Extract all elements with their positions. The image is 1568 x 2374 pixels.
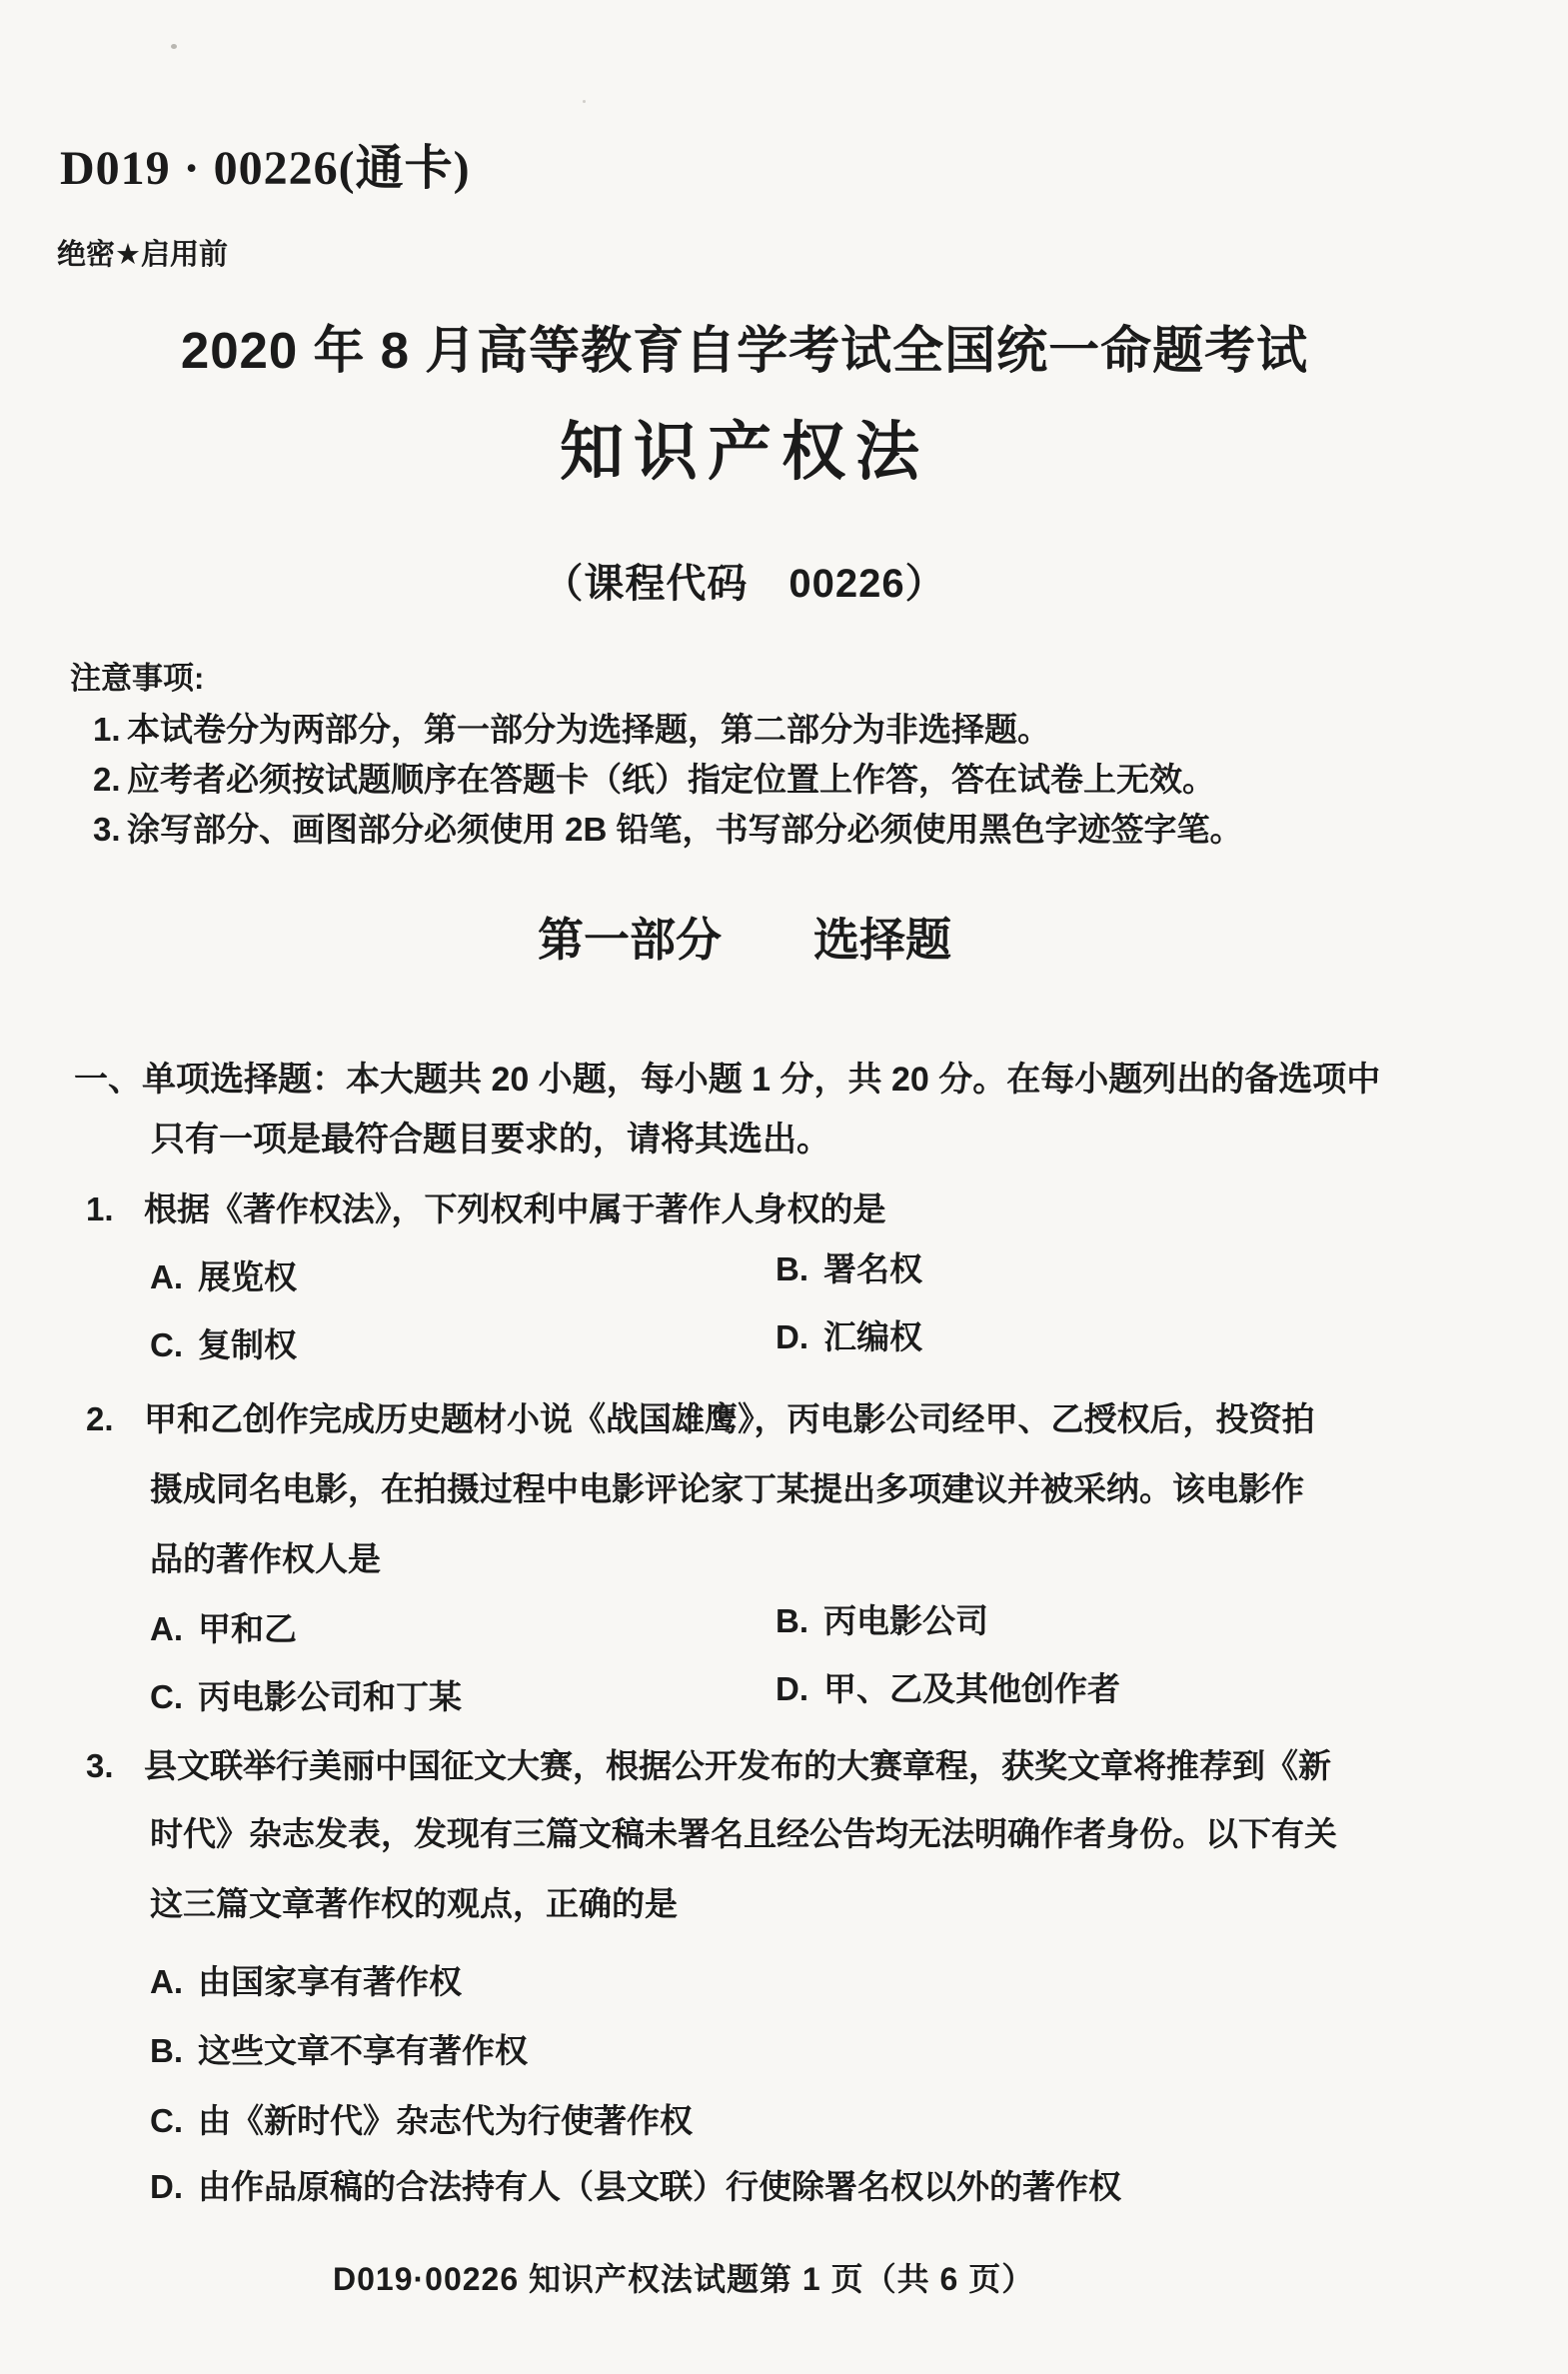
option-text: 丙电影公司和丁某 xyxy=(198,1678,462,1715)
question-stem-line: 摄成同名电影，在拍摄过程中电影评论家丁某提出多项建议并被采纳。该电影作 xyxy=(150,1470,1304,1507)
secrecy-label: 绝密★启用前 xyxy=(57,239,228,271)
option-b xyxy=(150,2030,528,2071)
question-2-options-row-2 xyxy=(150,1670,1529,1717)
subject-title: 知识产权法 xyxy=(560,416,929,488)
page-footer: D019·00226 知识产权法试题第 1 页（共 6 页） xyxy=(333,2261,1035,2297)
notice-number: 2. xyxy=(93,761,121,798)
exam-session-title: 2020 年 8 月高等教育自学考试全国统一命题考试 xyxy=(180,322,1309,379)
question-1-options-row-1 xyxy=(150,1250,1529,1297)
option-label: C. xyxy=(150,1678,183,1715)
question-1 xyxy=(86,1188,886,1229)
question-1-options-row-2 xyxy=(150,1318,1529,1365)
question-stem-line: 甲和乙创作完成历史题材小说《战国雄鹰》，丙电影公司经甲、乙授权后，投资拍 xyxy=(144,1400,1315,1437)
notice-text: 应考者必须按试题顺序在答题卡（纸）指定位置上作答，答在试卷上无效。 xyxy=(127,761,1215,798)
option-text: 由《新时代》杂志代为行使著作权 xyxy=(198,2102,693,2139)
question-stem-line: 这三篇文章著作权的观点，正确的是 xyxy=(150,1885,678,1922)
option-text: 署名权 xyxy=(823,1250,922,1287)
option-text: 由国家享有著作权 xyxy=(198,1963,462,2000)
notice-text: 本试卷分为两部分，第一部分为选择题，第二部分为非选择题。 xyxy=(127,711,1050,748)
option-label: D. xyxy=(776,1318,808,1355)
course-code: （课程代码 00226） xyxy=(543,562,946,606)
question-number: 3. xyxy=(86,1747,114,1784)
question-2 xyxy=(86,1398,1315,1439)
option-text: 丙电影公司 xyxy=(823,1602,988,1639)
notice-item xyxy=(93,809,1243,850)
option-label: A. xyxy=(150,1963,183,2000)
question-3 xyxy=(86,1745,1331,1786)
option-a xyxy=(150,1961,462,2002)
notice-number: 3. xyxy=(93,811,121,848)
option-a xyxy=(150,1608,297,1649)
question-stem-line: 时代》杂志发表，发现有三篇文稿未署名且经公告均无法明确作者身份。以下有关 xyxy=(150,1815,1337,1852)
question-number: 2. xyxy=(86,1400,114,1437)
notice-item xyxy=(93,709,1050,750)
notices-heading: 注意事项: xyxy=(70,661,205,696)
option-text: 甲和乙 xyxy=(198,1610,297,1647)
option-label: B. xyxy=(776,1602,808,1639)
option-c xyxy=(150,1324,297,1365)
option-text: 展览权 xyxy=(198,1258,297,1295)
option-c xyxy=(150,1676,462,1717)
option-b xyxy=(776,1248,922,1289)
option-label: A. xyxy=(150,1610,183,1647)
option-label: D. xyxy=(776,1670,808,1707)
option-d xyxy=(776,1316,922,1357)
question-stem-line: 根据《著作权法》，下列权利中属于著作人身权的是 xyxy=(144,1190,886,1227)
option-text: 甲、乙及其他创作者 xyxy=(823,1670,1120,1707)
scan-speck xyxy=(171,44,177,49)
option-label: D. xyxy=(150,2168,183,2205)
section-instruction-line1: 一、单项选择题：本大题共 20 小题，每小题 1 分，共 20 分。在每小题列出的备选项中 xyxy=(74,1061,1381,1099)
question-stem-line: 县文联举行美丽中国征文大赛，根据公开发布的大赛章程，获奖文章将推荐到《新 xyxy=(144,1747,1331,1784)
option-label: C. xyxy=(150,1326,183,1363)
option-b xyxy=(776,1600,988,1641)
option-label: B. xyxy=(150,2032,183,2069)
question-stem-line: 品的著作权人是 xyxy=(150,1540,381,1577)
option-text: 汇编权 xyxy=(823,1318,922,1355)
option-label: A. xyxy=(150,1258,183,1295)
option-c xyxy=(150,2100,693,2141)
question-2-options-row-1 xyxy=(150,1602,1529,1649)
doc-code: D019 · 00226(通卡) xyxy=(60,142,471,195)
option-a xyxy=(150,1256,297,1297)
option-label: C. xyxy=(150,2102,183,2139)
notice-number: 1. xyxy=(93,711,121,748)
option-label: B. xyxy=(776,1250,808,1287)
scan-speck xyxy=(583,100,586,103)
section-instruction-line2: 只有一项是最符合题目要求的，请将其选出。 xyxy=(151,1121,830,1159)
option-text: 这些文章不享有著作权 xyxy=(198,2032,528,2069)
option-text: 复制权 xyxy=(198,1326,297,1363)
option-text: 由作品原稿的合法持有人（县文联）行使除署名权以外的著作权 xyxy=(198,2168,1121,2205)
notice-item xyxy=(93,759,1215,800)
question-number: 1. xyxy=(86,1190,114,1227)
part-heading: 第一部分 选择题 xyxy=(538,914,951,966)
option-d xyxy=(150,2166,1121,2207)
option-d xyxy=(776,1668,1120,1709)
notice-text: 涂写部分、画图部分必须使用 2B 铅笔，书写部分必须使用黑色字迹签字笔。 xyxy=(127,811,1243,848)
